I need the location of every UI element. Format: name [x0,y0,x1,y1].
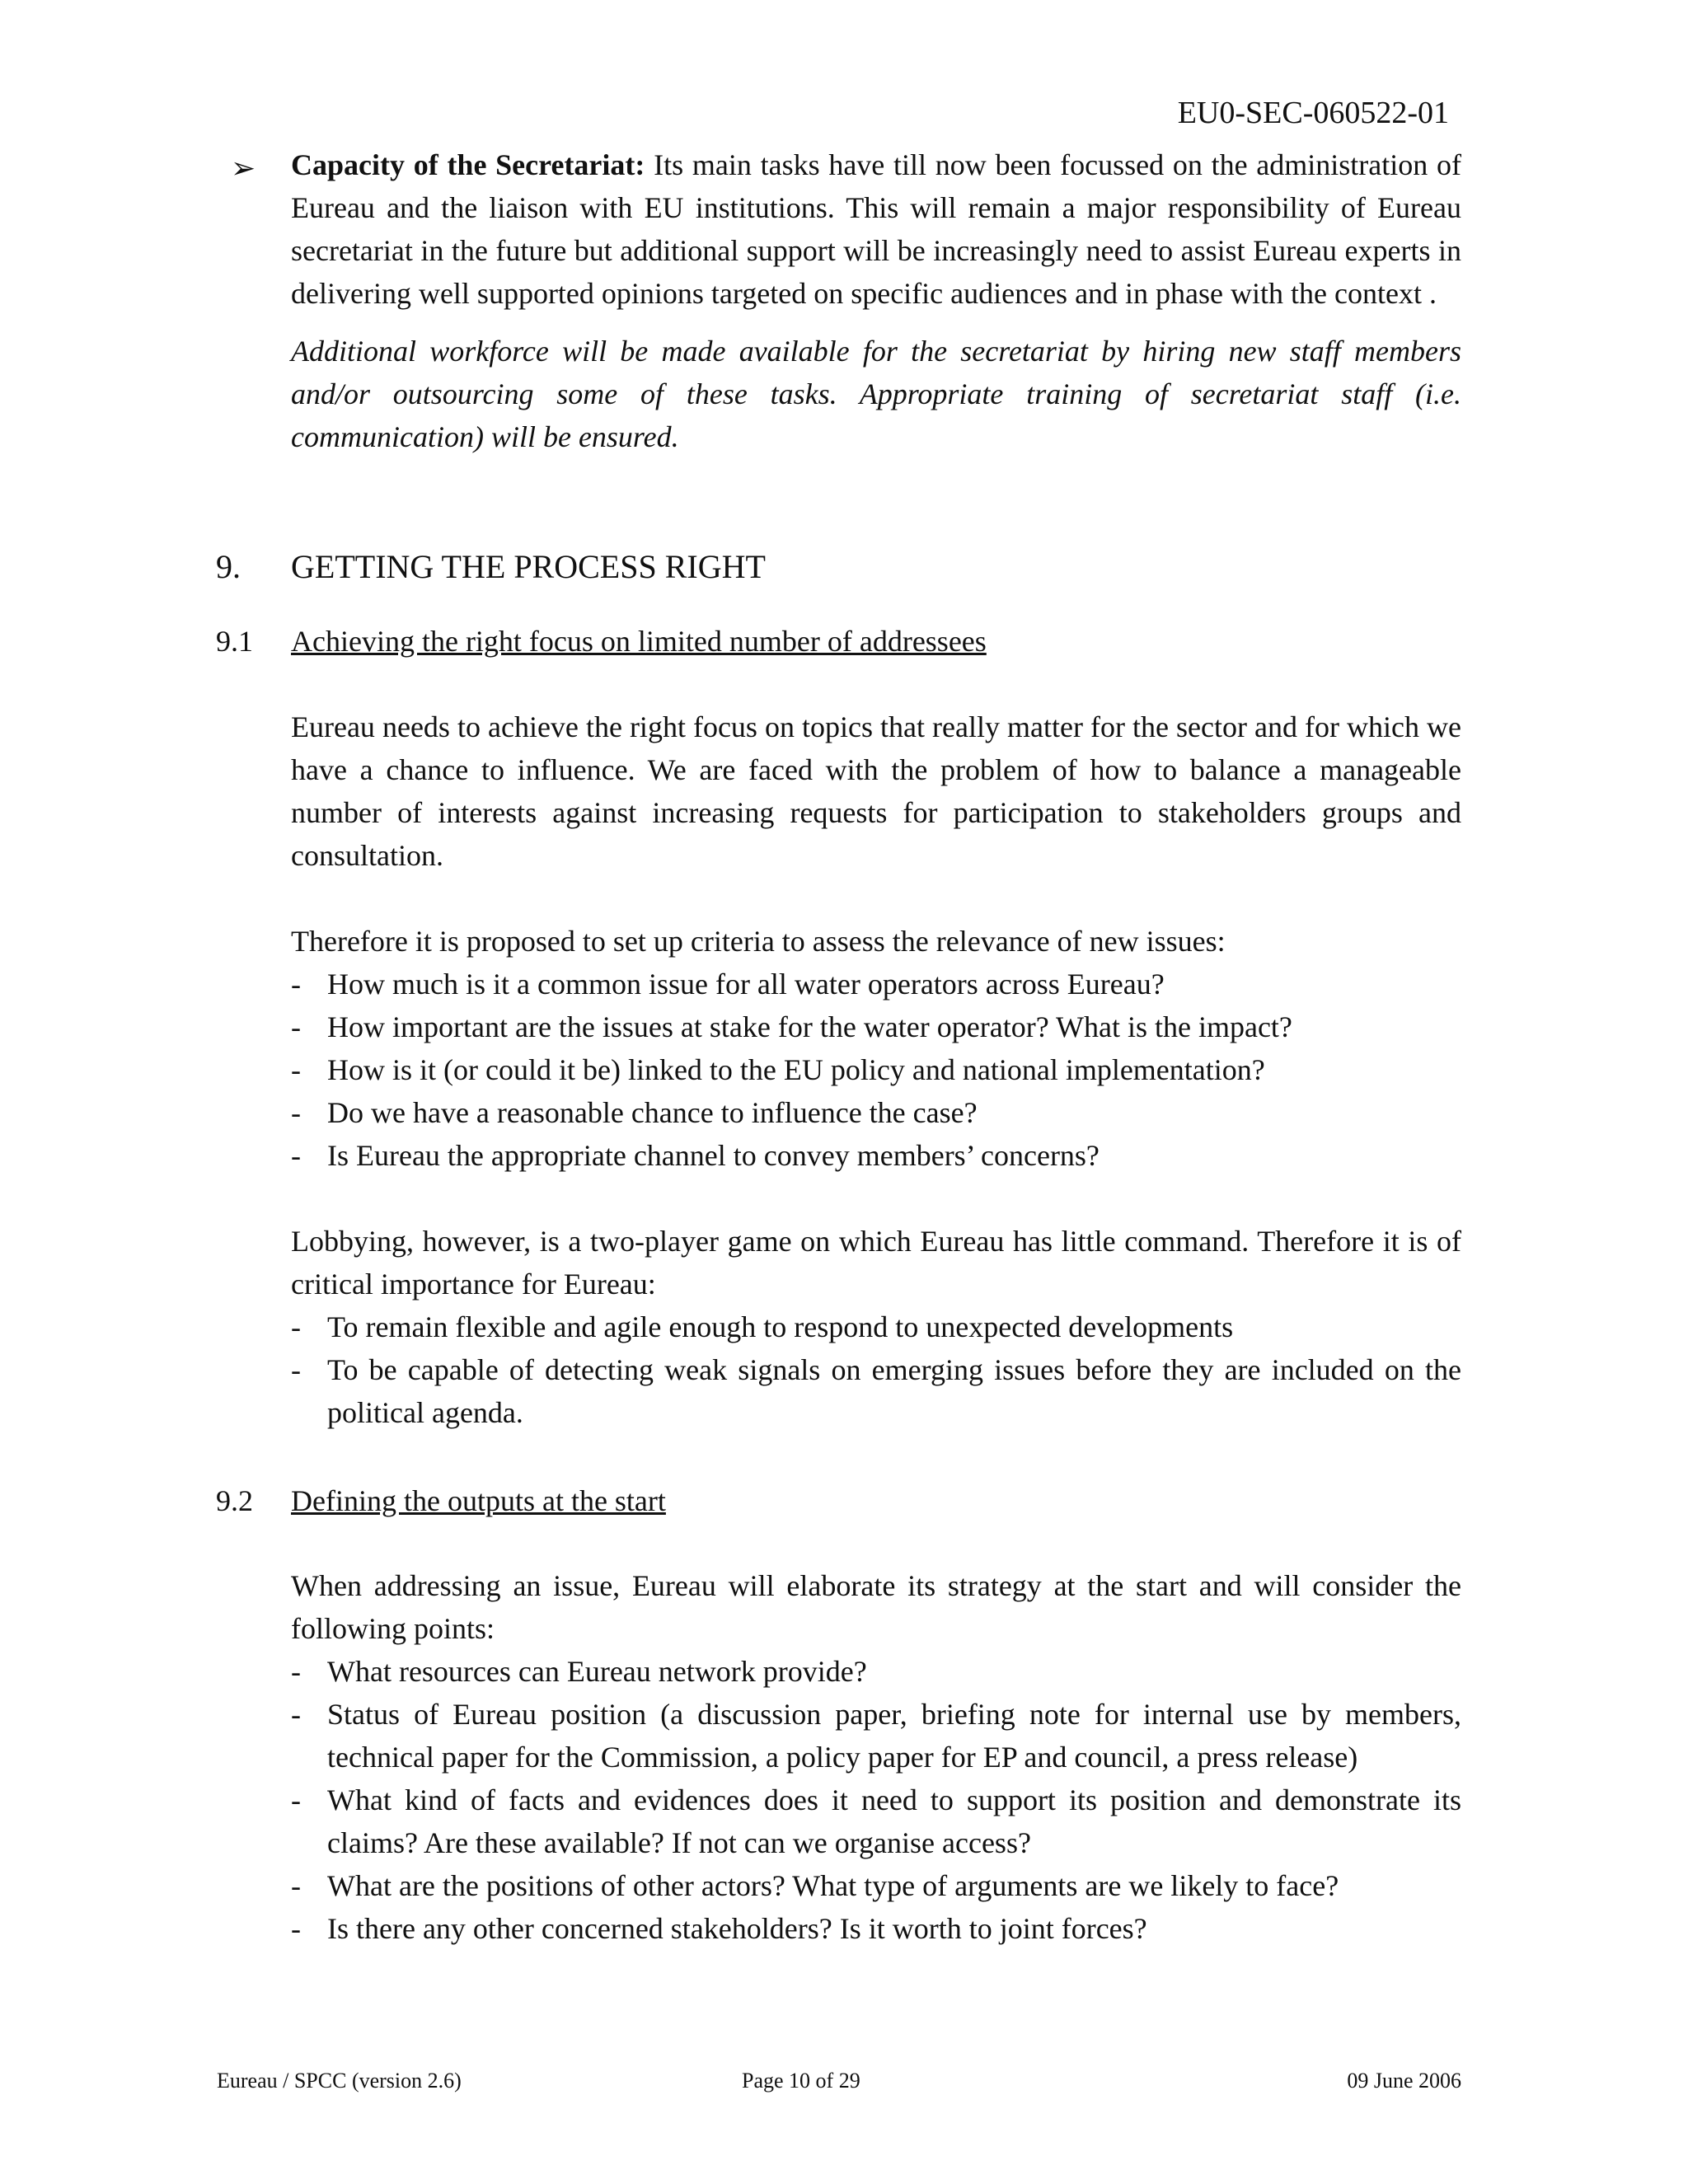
list-item: - Do we have a reasonable chance to influence the case? [291,1091,1461,1134]
list-item: - What are the positions of other actors? What type of arguments are we likely to face? [291,1864,1461,1907]
criteria-intro: Therefore it is proposed to set up criteria to assess the relevance of new issues: [291,925,1226,958]
section-number: 9. [216,548,241,585]
footer-date: 09 June 2006 [1347,2069,1461,2093]
subsection-number: 9.2 [216,1484,253,1517]
focus-paragraph: Eureau needs to achieve the right focus on topics that really matter for the sector and for which we have a chance to influence. We are faced with the problem of how to balance a manageable number of interests against increasing requests for participation to stakeholders groups and consultation. [291,710,1461,872]
list-item: - Status of Eureau position (a discussion paper, briefing note for internal use by members, technical paper for the Commission, a policy paper for EP and council, a press release) [291,1693,1461,1779]
capacity-section [291,143,1461,458]
outputs-paragraph: When addressing an issue, Eureau will elaborate its strategy at the start and will consider the following points: [291,1569,1461,1645]
section-title: GETTING THE PROCESS RIGHT [291,548,766,585]
section-9-1-body [291,705,1461,1434]
lobbying-paragraph: Lobbying, however, is a two-player game on which Eureau has little command. Therefore it is of critical importance for Eureau: [291,1225,1461,1301]
list-item: - To remain flexible and agile enough to respond to unexpected developments [291,1305,1461,1348]
capacity-text: Its main tasks have till now been focussed on the administration of Eureau and the liaison with EU institutions. This will remain a major responsibility of Eureau secretariat in the future but additional support will be increasingly need to assist Eureau experts in delivering well supported opinions targeted on specific audiences and in phase with the context . [291,148,1461,310]
list-item: - To be capable of detecting weak signals on emerging issues before they are included on the political agenda. [291,1348,1461,1434]
arrow-bullet-icon: ➢ [231,152,256,185]
document-id: EU0-SEC-060522-01 [1177,96,1449,130]
list-item: - Is Eureau the appropriate channel to convey members’ concerns? [291,1134,1461,1177]
subsection-number: 9.1 [216,625,253,658]
outputs-list [291,1650,1461,1950]
list-item: - How much is it a common issue for all water operators across Eureau? [291,963,1461,1005]
footer-version: Eureau / SPCC (version 2.6) [217,2069,462,2093]
capacity-paragraph [291,143,1461,315]
criteria-list [291,963,1461,1177]
section-9-2-body [291,1564,1461,1950]
list-item: - What resources can Eureau network provide? [291,1650,1461,1693]
subsection-title: Achieving the right focus on limited number of addressees [291,625,987,658]
subsection-title: Defining the outputs at the start [291,1484,666,1517]
list-item: - What kind of facts and evidences does it need to support its position and demonstrate its claims? Are these available? If not can we organise access? [291,1779,1461,1864]
list-item: - Is there any other concerned stakeholders? Is it worth to joint forces? [291,1907,1461,1950]
importance-list [291,1305,1461,1434]
capacity-italic-note: Additional workforce will be made available for the secretariat by hiring new staff members and/or outsourcing some of these tasks. Appropriate training of secretariat staff (i.e. communication) will be ensured. [291,335,1461,453]
capacity-title: Capacity of the Secretariat: [291,148,645,181]
footer-page-number: Page 10 of 29 [742,2069,860,2093]
list-item: - How is it (or could it be) linked to the EU policy and national implementation? [291,1048,1461,1091]
list-item: - How important are the issues at stake for the water operator? What is the impact? [291,1005,1461,1048]
